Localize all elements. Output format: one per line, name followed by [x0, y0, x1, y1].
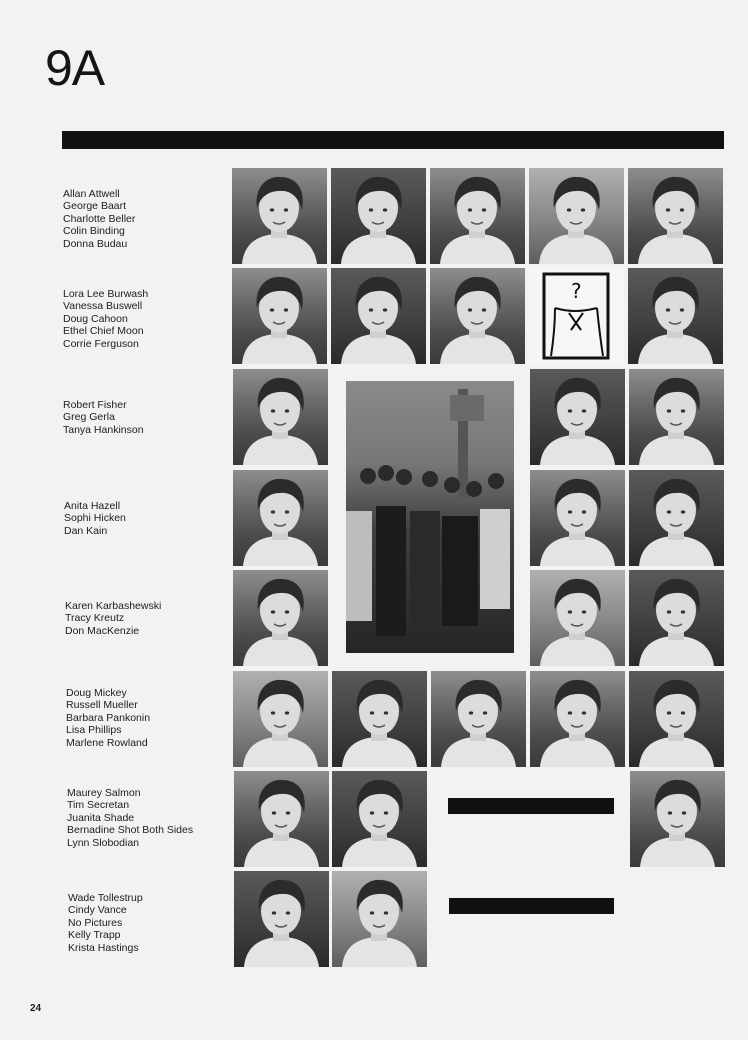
student-photo: [233, 570, 328, 666]
no-picture-drawing: [529, 268, 624, 364]
student-photo: [530, 570, 625, 666]
page-number: 24: [30, 1003, 42, 1014]
student-name: Lisa Phillips: [66, 724, 122, 737]
student-photo: [431, 671, 526, 767]
student-photo: [233, 369, 328, 465]
student-photo: [234, 771, 329, 867]
student-name: George Baart: [63, 200, 127, 213]
student-name: Marlene Rowland: [66, 736, 148, 749]
student-name: Dan Kain: [64, 524, 108, 537]
student-photo: [233, 671, 328, 767]
student-name: Russell Mueller: [66, 699, 138, 712]
student-name: Karen Karbashewski: [65, 600, 162, 612]
student-name: Doug Mickey: [66, 687, 127, 699]
student-name: Barbara Pankonin: [66, 711, 151, 724]
student-name: Don MacKenzie: [65, 624, 140, 637]
student-name: Cindy Vance: [68, 904, 127, 917]
header-bar: [62, 131, 724, 149]
student-name: Donna Budau: [63, 237, 128, 250]
student-name: Sophi Hicken: [64, 512, 126, 525]
student-photo: [530, 369, 625, 465]
names-row-2: [63, 288, 148, 350]
student-photo: [331, 168, 426, 264]
student-name: Maurey Salmon: [67, 787, 141, 799]
student-name: Krista Hastings: [68, 941, 139, 954]
student-photo: [630, 771, 725, 867]
student-name: Tim Secretan: [67, 799, 130, 812]
student-name: Tanya Hankinson: [63, 423, 144, 436]
names-row-7: [67, 787, 193, 849]
student-photo: [430, 268, 525, 364]
student-name: Tracy Kreutz: [65, 612, 125, 625]
student-photo: [430, 168, 525, 264]
student-name: Wade Tollestrup: [68, 892, 143, 904]
names-row-6: [66, 687, 150, 749]
names-row-4: [64, 500, 126, 537]
student-name: Greg Gerla: [63, 411, 115, 424]
student-name: Ethel Chief Moon: [63, 325, 144, 338]
names-row-3: [63, 399, 144, 436]
student-name: Anita Hazell: [64, 500, 121, 512]
names-row-8: [68, 892, 143, 954]
student-photo: [234, 871, 329, 967]
student-photo: [233, 470, 328, 566]
student-photo: [629, 369, 724, 465]
student-name: No Pictures: [68, 916, 123, 929]
group-photo: [346, 381, 514, 653]
student-photo: [628, 168, 723, 264]
page-title: 9A: [45, 40, 105, 96]
student-name: Corrie Ferguson: [63, 337, 139, 350]
names-row-1: [63, 188, 135, 250]
student-photo: [530, 671, 625, 767]
student-photo: [332, 771, 427, 867]
student-photo: [332, 871, 427, 967]
student-photo: [628, 268, 723, 364]
student-name: Lora Lee Burwash: [63, 288, 149, 300]
student-name: Doug Cahoon: [63, 312, 128, 325]
student-name: Colin Binding: [63, 225, 125, 238]
student-name: Robert Fisher: [63, 399, 127, 411]
student-name: Vanessa Buswell: [63, 300, 143, 313]
student-name: Bernadine Shot Both Sides: [67, 824, 194, 837]
student-photo: [529, 168, 624, 264]
question-mark: ?: [571, 279, 582, 303]
student-photo: [530, 470, 625, 566]
student-photo: [331, 268, 426, 364]
student-name: Allan Attwell: [63, 188, 120, 200]
student-photo: [232, 168, 327, 264]
student-photo: [629, 470, 724, 566]
names-row-5: [65, 600, 161, 637]
student-name: Juanita Shade: [67, 811, 135, 824]
student-photo: [332, 671, 427, 767]
student-name: Charlotte Beller: [63, 212, 136, 225]
student-photo: [629, 570, 724, 666]
student-photo: [629, 671, 724, 767]
black-bar: [448, 798, 614, 814]
student-name: Kelly Trapp: [68, 929, 121, 942]
student-photo: [232, 268, 327, 364]
student-name: Lynn Slobodian: [67, 836, 140, 849]
black-bar: [449, 898, 614, 914]
